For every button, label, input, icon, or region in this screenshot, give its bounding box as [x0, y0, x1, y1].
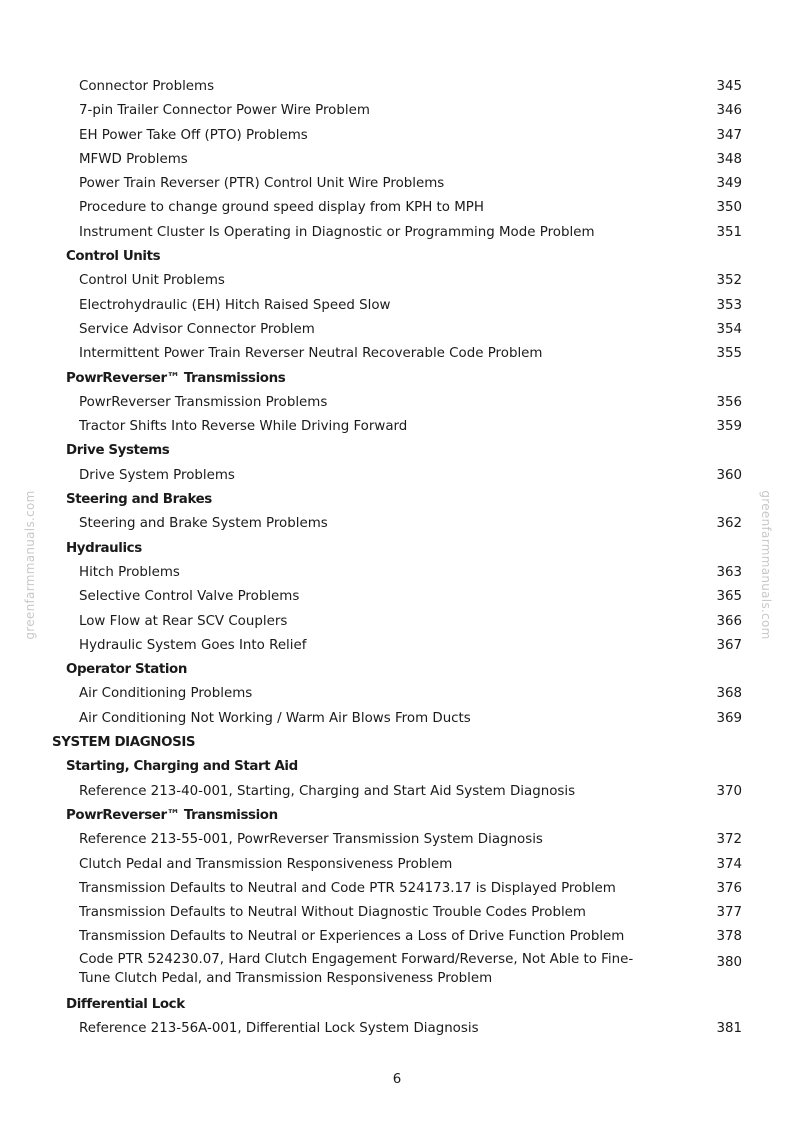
toc-subsection-heading	[0, 245, 794, 269]
toc-entry-title: Reference 213-55-001, PowrReverser Transmission System Diagnosis	[79, 832, 543, 848]
toc-entry[interactable]	[0, 391, 794, 415]
toc-entry-title: Procedure to change ground speed display from KPH to MPH	[79, 200, 484, 216]
toc-entry-title: Steering and Brakes	[66, 492, 212, 508]
toc-entry-title: Code PTR 524230.07, Hard Clutch Engagement Forward/Reverse, Not Able to Fine-Tune Clutch Pedal, and Transmission Responsiveness Problem	[79, 951, 634, 987]
page-number: 6	[392, 1072, 402, 1087]
toc-entry-page-number: 366	[716, 613, 742, 629]
toc-entry-title: Electrohydraulic (EH) Hitch Raised Speed Slow	[79, 297, 391, 313]
toc-entry-title: Operator Station	[66, 662, 187, 678]
toc-entry-title: Tractor Shifts Into Reverse While Driving Forward	[79, 419, 408, 435]
toc-entry-title: SYSTEM DIAGNOSIS	[52, 735, 196, 751]
toc-entry-page-number: 372	[716, 832, 742, 848]
toc-entry-page-number: 348	[716, 151, 742, 167]
toc-section-heading	[0, 731, 794, 755]
toc-entry[interactable]	[0, 682, 794, 706]
toc-entry[interactable]	[0, 464, 794, 488]
toc-entry[interactable]	[0, 634, 794, 658]
toc-entry-page-number: 354	[716, 321, 742, 337]
toc-entry-page-number: 374	[716, 856, 742, 872]
toc-entry[interactable]	[0, 585, 794, 609]
toc-entry-title: Transmission Defaults to Neutral or Experiences a Loss of Drive Function Problem	[79, 929, 625, 945]
toc-entry-page-number: 369	[716, 710, 742, 726]
toc-entry-title: PowrReverser™ Transmissions	[66, 370, 286, 386]
toc-entry[interactable]	[0, 148, 794, 172]
toc-entry[interactable]	[0, 925, 794, 949]
toc-entry-page-number: 363	[716, 564, 742, 580]
toc-entry-title: Drive System Problems	[79, 467, 235, 483]
toc-entry-page-number: 362	[716, 516, 742, 532]
toc-entry[interactable]	[0, 780, 794, 804]
toc-subsection-heading	[0, 804, 794, 828]
toc-entry[interactable]	[0, 269, 794, 293]
toc-entry-title: Service Advisor Connector Problem	[79, 321, 315, 337]
toc-entry-title: 7-pin Trailer Connector Power Wire Problem	[79, 103, 370, 119]
toc-entry-page-number: 346	[716, 103, 742, 119]
toc-entry-page-number: 360	[716, 467, 742, 483]
toc-entry-title: Steering and Brake System Problems	[79, 516, 328, 532]
toc-entry[interactable]	[0, 172, 794, 196]
toc-entry[interactable]	[0, 99, 794, 123]
toc-entry-page-number: 370	[716, 783, 742, 799]
toc-entry[interactable]	[0, 828, 794, 852]
toc-subsection-heading	[0, 367, 794, 391]
toc-entry[interactable]	[0, 853, 794, 877]
toc-entry-title: Air Conditioning Problems	[79, 686, 253, 702]
toc-entry[interactable]	[0, 221, 794, 245]
toc-subsection-heading	[0, 658, 794, 682]
toc-entry[interactable]	[0, 610, 794, 634]
toc-entry-title: Selective Control Valve Problems	[79, 589, 300, 605]
toc-entry[interactable]	[0, 512, 794, 536]
toc-entry[interactable]	[0, 950, 794, 993]
toc-entry-title: EH Power Take Off (PTO) Problems	[79, 127, 308, 143]
watermark-right: greenfarmmanuals.com	[759, 490, 773, 640]
toc-entry-title: Hitch Problems	[79, 564, 180, 580]
toc-entry-page-number: 381	[716, 1020, 742, 1036]
toc-entry[interactable]	[0, 124, 794, 148]
toc-entry[interactable]	[0, 877, 794, 901]
toc-entry-page-number: 377	[716, 905, 742, 921]
toc-entry-title: Hydraulics	[66, 540, 142, 556]
toc-entry[interactable]	[0, 294, 794, 318]
toc-entry-page-number: 353	[716, 297, 742, 313]
toc-entry-page-number: 347	[716, 127, 742, 143]
toc-entry-title: MFWD Problems	[79, 151, 188, 167]
toc-entry-page-number: 345	[716, 79, 742, 94]
toc-entry-title: Connector Problems	[79, 79, 215, 94]
toc-entry-title: Starting, Charging and Start Aid	[66, 759, 298, 775]
toc-entry-page-number: 350	[716, 200, 742, 216]
table-of-contents	[0, 75, 794, 1041]
toc-entry-title: Air Conditioning Not Working / Warm Air Blows From Ducts	[79, 710, 471, 726]
toc-entry[interactable]	[0, 1017, 794, 1041]
toc-entry-title: Transmission Defaults to Neutral and Code PTR 524173.17 is Displayed Problem	[79, 880, 616, 896]
toc-entry-title: Transmission Defaults to Neutral Without Diagnostic Trouble Codes Problem	[79, 905, 586, 921]
toc-entry-page-number: 359	[716, 419, 742, 435]
toc-entry-title: PowrReverser Transmission Problems	[79, 394, 328, 410]
toc-entry-title: Reference 213-40-001, Starting, Charging and Start Aid System Diagnosis	[79, 783, 576, 799]
toc-entry-title: Power Train Reverser (PTR) Control Unit Wire Problems	[79, 176, 445, 192]
toc-entry-title: Hydraulic System Goes Into Relief	[79, 637, 307, 653]
toc-entry-page-number: 356	[716, 394, 742, 410]
toc-entry-page-number: 349	[716, 176, 742, 192]
toc-entry-title: Differential Lock	[66, 996, 185, 1012]
toc-entry-page-number: 355	[716, 346, 742, 362]
toc-subsection-heading	[0, 755, 794, 779]
toc-entry-title: Reference 213-56A-001, Differential Lock System Diagnosis	[79, 1020, 479, 1036]
toc-subsection-heading	[0, 993, 794, 1017]
toc-entry-page-number: 376	[716, 880, 742, 896]
toc-entry-page-number: 352	[716, 273, 742, 289]
toc-entry[interactable]	[0, 318, 794, 342]
toc-entry-title: PowrReverser™ Transmission	[66, 807, 278, 823]
toc-entry-title: Clutch Pedal and Transmission Responsiveness Problem	[79, 856, 453, 872]
toc-entry-title: Low Flow at Rear SCV Couplers	[79, 613, 288, 629]
toc-entry[interactable]	[0, 196, 794, 220]
toc-entry[interactable]	[0, 901, 794, 925]
toc-entry[interactable]	[0, 75, 794, 99]
toc-entry-title: Control Units	[66, 249, 161, 265]
toc-entry-page-number: 365	[716, 589, 742, 605]
toc-entry-page-number: 367	[716, 637, 742, 653]
watermark-left: greenfarmmanuals.com	[23, 490, 37, 640]
toc-entry-title: Intermittent Power Train Reverser Neutral Recoverable Code Problem	[79, 346, 543, 362]
toc-entry[interactable]	[0, 707, 794, 731]
toc-entry-title: Drive Systems	[66, 443, 170, 459]
toc-entry[interactable]	[0, 561, 794, 585]
toc-entry-page-number: 380	[716, 954, 742, 970]
toc-entry[interactable]	[0, 342, 794, 366]
toc-entry-title: Instrument Cluster Is Operating in Diagnostic or Programming Mode Problem	[79, 224, 595, 240]
toc-subsection-heading	[0, 488, 794, 512]
toc-entry-page-number: 351	[716, 224, 742, 240]
toc-entry[interactable]	[0, 415, 794, 439]
toc-entry-page-number: 378	[716, 929, 742, 945]
toc-subsection-heading	[0, 537, 794, 561]
toc-subsection-heading	[0, 439, 794, 463]
toc-entry-page-number: 368	[716, 686, 742, 702]
toc-entry-title: Control Unit Problems	[79, 273, 225, 289]
